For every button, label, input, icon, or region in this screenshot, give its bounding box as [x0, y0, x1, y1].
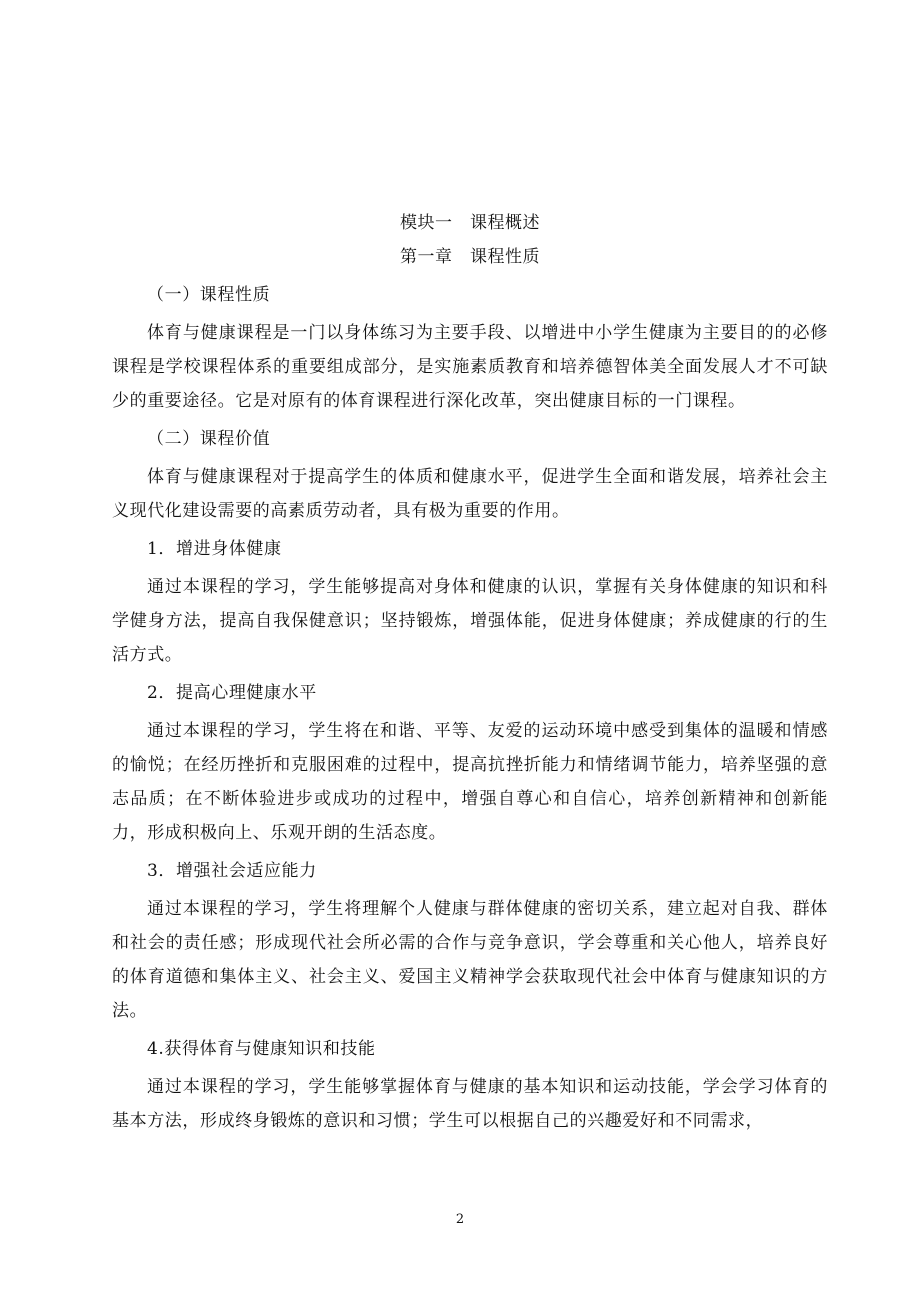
paragraph-mental-health: 通过本课程的学习，学生将在和谐、平等、友爱的运动环境中感受到集体的温暖和情感的愉悦；在经历挫折和克服困难的过程中，提高抗挫折能力和情绪调节能力，培养坚强的意志品质；在不断体验进步或成功的过程中，增强自尊心和自信心，培养创新精神和创新能力，形成积极向上、乐观开朗的生活态度。 [112, 721, 828, 843]
paragraph-social-adaptation: 通过本课程的学习，学生将理解个人健康与群体健康的密切关系，建立起对自我、群体和社会的责任感；形成现代社会所必需的合作与竞争意识，学会尊重和关心他人，培养良好的体育道德和集体主义、社会主义、爱国主义精神学会获取现代社会中体育与健康知识的方法。 [112, 899, 828, 1021]
subheading-knowledge-skills: 4.获得体育与健康知识和技能 [147, 1039, 376, 1059]
page-number: 2 [455, 1212, 465, 1227]
document-body [112, 206, 828, 1138]
paragraph-knowledge-skills: 通过本课程的学习，学生能够掌握体育与健康的基本知识和运动技能，学会学习体育的基本方法，形成终身锻炼的意识和习惯；学生可以根据自己的兴趣爱好和不同需求， [112, 1077, 828, 1131]
section-heading-nature: （一）课程性质 [147, 285, 271, 305]
subheading-social-adaptation: 3．增强社会适应能力 [147, 861, 317, 881]
paragraph-physical-health: 通过本课程的学习，学生能够提高对身体和健康的认识，掌握有关身体健康的知识和科学健身方法，提高自我保健意识；坚持锻炼，增强体能，促进身体健康；养成健康的行的生活方式。 [112, 577, 828, 665]
subheading-mental-health: 2．提高心理健康水平 [147, 683, 317, 703]
section-heading-value: （二）课程价值 [147, 429, 271, 449]
module-title: 模块一 课程概述 [400, 213, 540, 233]
chapter-title: 第一章 课程性质 [400, 247, 540, 267]
paragraph-nature: 体育与健康课程是一门以身体练习为主要手段、以增进中小学生健康为主要目的的必修课程是学校课程体系的重要组成部分，是实施素质教育和培养德智体美全面发展人才不可缺少的重要途径。它是对原有的体育课程进行深化改革，突出健康目标的一门课程。 [112, 323, 828, 411]
paragraph-value: 体育与健康课程对于提高学生的体质和健康水平，促进学生全面和谐发展，培养社会主义现代化建设需要的高素质劳动者，具有极为重要的作用。 [112, 467, 828, 521]
subheading-physical-health: 1．增进身体健康 [147, 539, 282, 559]
